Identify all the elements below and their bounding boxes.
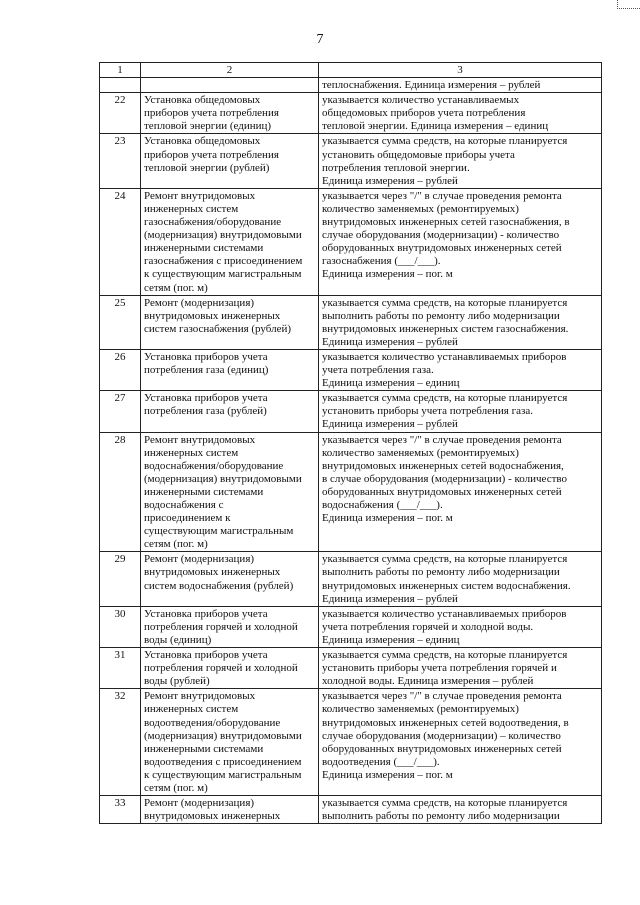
indicator-name-cell: Ремонт (модернизация) внутридомовых инженерных систем газоснабжения (рублей) — [141, 295, 319, 349]
row-number-cell: 28 — [100, 432, 141, 552]
table-body — [100, 63, 602, 824]
indicator-name-cell: Ремонт (модернизация) внутридомовых инженерных систем водоснабжения (рублей) — [141, 552, 319, 606]
indicator-name-cell: Ремонт внутридомовых инженерных систем водоотведения/оборудование (модернизация) внутридомовыми инженерными системами водоотведения с присоединением к существующим магистральным сетям (пог. м) — [141, 689, 319, 796]
continuation-row — [100, 78, 602, 93]
row-number-cell: 25 — [100, 295, 141, 349]
indicator-description-cell: указывается сумма средств, на которые планируется установить общедомовые приборы учета потребления тепловой энергии. Единица измерения – рублей — [319, 134, 602, 188]
header-col-2: 2 — [141, 63, 319, 78]
header-col-1: 1 — [100, 63, 141, 78]
indicator-description-cell: указывается количество устанавливаемых общедомовых приборов учета потребления тепловой энергии. Единица измерения – единиц — [319, 93, 602, 134]
table-row — [100, 432, 602, 552]
table-row — [100, 349, 602, 390]
table-row — [100, 606, 602, 647]
indicator-name-cell: Установка приборов учета потребления горячей и холодной воды (рублей) — [141, 648, 319, 689]
indicator-name-cell: Установка приборов учета потребления газа (единиц) — [141, 349, 319, 390]
table-row — [100, 188, 602, 295]
indicator-description-cell: указывается через "/" в случае проведения ремонта количество заменяемых (ремонтируемых) внутридомовых инженерных сетей водоснабжения, в случае оборудования (модернизации) - количество оборудованных внутридомовых инженерных сетей водоснабжения (___/___). Единица измерения – пог. м — [319, 432, 602, 552]
continuation-num-cell — [100, 78, 141, 93]
row-number-cell: 22 — [100, 93, 141, 134]
table-row — [100, 93, 602, 134]
row-number-cell: 23 — [100, 134, 141, 188]
indicator-description-cell: указывается сумма средств, на которые планируется установить приборы учета потребления газа. Единица измерения – рублей — [319, 391, 602, 432]
scan-edge-mark — [617, 0, 640, 9]
indicator-name-cell: Установка приборов учета потребления газа (рублей) — [141, 391, 319, 432]
indicator-description-cell: указывается количество устанавливаемых приборов учета потребления горячей и холодной воды. Единица измерения – единиц — [319, 606, 602, 647]
indicator-description-cell: указывается через "/" в случае проведения ремонта количество заменяемых (ремонтируемых) внутридомовых инженерных сетей газоснабжения, в случае оборудования (модернизации) - количество оборудованных внутридомовых инженерных сетей газоснабжения (___/___). Единица измерения – пог. м — [319, 188, 602, 295]
table-row — [100, 295, 602, 349]
indicator-name-cell: Установка общедомовых приборов учета потребления тепловой энергии (единиц) — [141, 93, 319, 134]
table-row — [100, 552, 602, 606]
table-header-row — [100, 63, 602, 78]
indicator-description-cell: указывается сумма средств, на которые планируется выполнить работы по ремонту либо модернизации внутридомовых инженерных систем водоснабжения. Единица измерения – рублей — [319, 552, 602, 606]
indicator-name-cell: Установка приборов учета потребления горячей и холодной воды (единиц) — [141, 606, 319, 647]
indicator-name-cell: Установка общедомовых приборов учета потребления тепловой энергии (рублей) — [141, 134, 319, 188]
indicator-description-cell: указывается количество устанавливаемых приборов учета потребления газа. Единица измерения – единиц — [319, 349, 602, 390]
indicator-description-cell: указывается сумма средств, на которые планируется выполнить работы по ремонту либо модернизации — [319, 796, 602, 824]
page-number: 7 — [316, 32, 324, 47]
row-number-cell: 31 — [100, 648, 141, 689]
header-col-3: 3 — [319, 63, 602, 78]
table-row — [100, 648, 602, 689]
continuation-desc-cell: теплоснабжения. Единица измерения – рублей — [319, 78, 602, 93]
row-number-cell: 26 — [100, 349, 141, 390]
instructions-table — [99, 62, 602, 824]
indicator-description-cell: указывается сумма средств, на которые планируется установить приборы учета потребления горячей и холодной воды. Единица измерения – рублей — [319, 648, 602, 689]
indicator-name-cell: Ремонт внутридомовых инженерных систем газоснабжения/оборудование (модернизация) внутридомовыми инженерными системами газоснабжения с присоединением к существующим магистральным сетям (пог. м) — [141, 188, 319, 295]
row-number-cell: 33 — [100, 796, 141, 824]
row-number-cell: 29 — [100, 552, 141, 606]
continuation-name-cell — [141, 78, 319, 93]
row-number-cell: 32 — [100, 689, 141, 796]
row-number-cell: 27 — [100, 391, 141, 432]
table-row — [100, 391, 602, 432]
row-number-cell: 30 — [100, 606, 141, 647]
table-row — [100, 796, 602, 824]
table-row — [100, 689, 602, 796]
indicator-description-cell: указывается через "/" в случае проведения ремонта количество заменяемых (ремонтируемых) внутридомовых инженерных сетей водоотведения, в случае оборудования (модернизации) – количество оборудованных внутридомовых инженерных сетей водоотведения (___/___). Единица измерения – пог. м — [319, 689, 602, 796]
indicator-description-cell: указывается сумма средств, на которые планируется выполнить работы по ремонту либо модернизации внутридомовых инженерных систем газоснабжения. Единица измерения – рублей — [319, 295, 602, 349]
indicator-name-cell: Ремонт (модернизация) внутридомовых инженерных — [141, 796, 319, 824]
indicator-name-cell: Ремонт внутридомовых инженерных систем водоснабжения/оборудование (модернизация) внутридомовыми инженерными системами водоснабжения с присоединением к существующим магистральным сетям (пог. м) — [141, 432, 319, 552]
table-row — [100, 134, 602, 188]
row-number-cell: 24 — [100, 188, 141, 295]
